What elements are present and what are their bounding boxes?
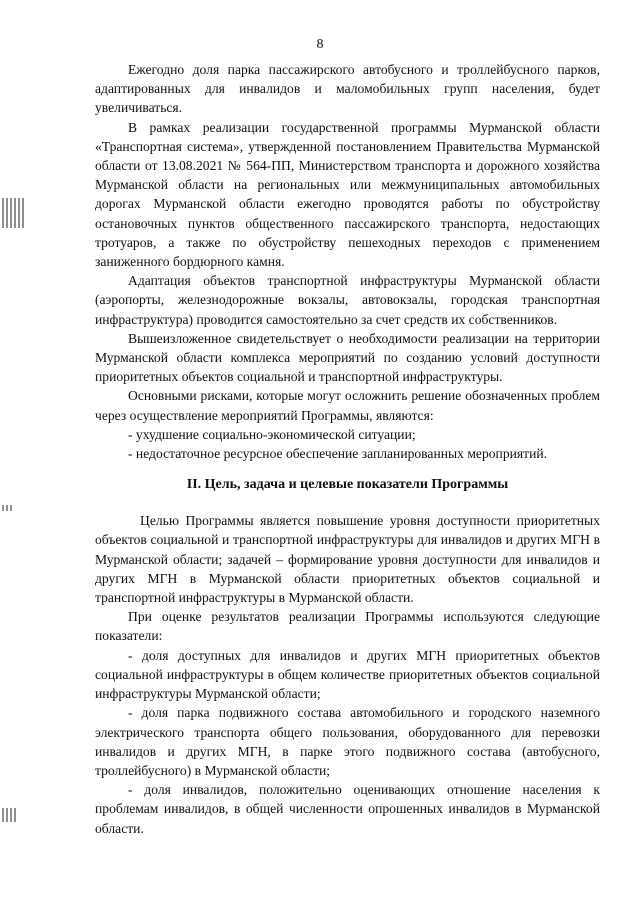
paragraph: В рамках реализации государственной программы Мурманской области «Транспортная система», утвержденной постановлением Правительства Мурманской области от 13.08.2021 № 564-ПП, Министерством транспорта и дорожного хозяйства Мурманской области на региональных или межмуниципальных автомобильных дорогах Мурманской области ежегодно проводятся работы по обустройству остановочных пунктов общественного пассажирского транспорта, недостающих тротуаров, а также по обустройству пешеходных переходов с применением заниженного бордюрного камня. <box>95 119 600 270</box>
document-body <box>95 60 600 838</box>
indicator-list-item: - доля парка подвижного состава автомобильного и городского наземного электрического транспорта общего пользования, оборудованного для перевозки инвалидов и других МГН, в парке этого подвижного состава (автобусного, троллейбусного) в Мурманской области; <box>95 705 600 778</box>
scan-artifact <box>2 808 16 822</box>
risk-list-item: - недостаточное ресурсное обеспечение запланированных мероприятий. <box>128 446 548 462</box>
paragraph: Адаптация объектов транспортной инфраструктуры Мурманской области (аэропорты, железнодорожные вокзалы, автовокзалы, городская транспортная инфраструктура) проводится самостоятельно за счет средств их собственников. <box>95 273 600 327</box>
scan-artifact <box>2 505 14 511</box>
scan-artifact <box>2 198 24 228</box>
paragraph: Вышеизложенное свидетельствует о необходимости реализации на территории Мурманской области комплекса мероприятий по созданию условий доступности приоритетных объектов социальной и транспортной инфраструктуры. <box>95 330 600 385</box>
risk-list-item: - ухудшение социально-экономической ситуации; <box>128 426 416 442</box>
paragraph: Ежегодно доля парка пассажирского автобусного и троллейбусного парков, адаптированных для инвалидов и маломобильных групп населения, будет увеличиваться. <box>95 62 600 116</box>
indicator-list-item: - доля доступных для инвалидов и других МГН приоритетных объектов социальной инфраструктуры в общем количестве приоритетных объектов социальной инфраструктуры Мурманской области; <box>95 647 600 702</box>
paragraph: При оценке результатов реализации Программы используются следующие показатели: <box>95 609 600 644</box>
indicator-list-item: - доля инвалидов, положительно оценивающих отношение населения к проблемам инвалидов, в общей численности опрошенных инвалидов в Мурманской области. <box>95 782 600 836</box>
section-heading: II. Цель, задача и целевые показатели Программы <box>186 477 509 493</box>
paragraph: Целью Программы является повышение уровня доступности приоритетных объектов социальной и транспортной инфраструктуры для инвалидов и других МГН в Мурманской области; задачей – формирование уровня доступности для инвалидов и других МГН в Мурманской области приоритетных объектов социальной и транспортной инфраструктуры в Мурманской области. <box>95 513 600 606</box>
paragraph: Основными рисками, которые могут осложнить решение обозначенных проблем через осуществление мероприятий Программы, являются: <box>95 388 600 423</box>
page-number: 8 <box>316 37 324 52</box>
